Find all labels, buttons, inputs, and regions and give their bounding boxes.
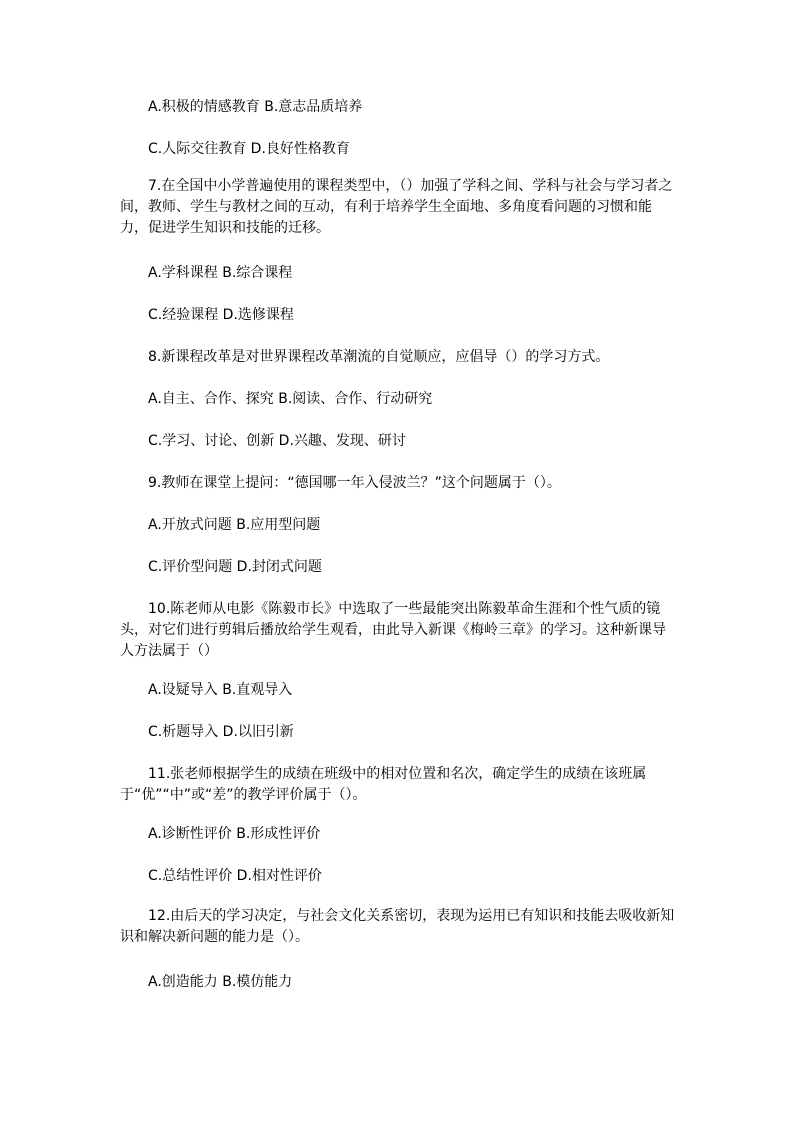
question-7: 7.在全国中小学普遍使用的课程类型中，（）加强了学科之间、学科与社会与学习者之间，教师、学生与教材之间的互动，有利于培养学生全面地、多角度看问题的习惯和能力，促进学生知识和技能的迁移。 <box>120 178 673 236</box>
option-line: C.学习、讨论、创新 D.兴趣、发现、研讨 <box>148 433 406 449</box>
question-9: 9.教师在课堂上提问：“德国哪一年入侵波兰？”这个问题属于（）。 <box>148 475 561 491</box>
question-11: 11.张老师根据学生的成绩在班级中的相对位置和名次，确定学生的成绩在该班属于“优”“中”或“差”的教学评价属于（）。 <box>120 766 647 803</box>
option-line: C.总结性评价 D.相对性评价 <box>148 868 322 884</box>
option-line: C.析题导入 D.以旧引新 <box>148 724 294 740</box>
option-line: A.设疑导入 B.直观导入 <box>148 682 293 698</box>
option-line: A.学科课程 B.综合课程 <box>148 265 293 281</box>
question-8: 8.新课程改革是对世界课程改革潮流的自觉顺应，应倡导（）的学习方式。 <box>148 349 610 365</box>
option-line: A.积极的情感教育 B.意志品质培养 <box>148 99 363 115</box>
option-line: A.自主、合作、探究 B.阅读、合作、行动研究 <box>148 391 433 407</box>
option-line: A.诊断性评价 B.形成性评价 <box>148 826 321 842</box>
option-line: C.经验课程 D.选修课程 <box>148 307 294 323</box>
option-line: A.开放式问题 B.应用型问题 <box>148 517 321 533</box>
option-line: C.评价型问题 D.封闭式问题 <box>148 559 322 575</box>
question-12: 12.由后天的学习决定，与社会文化关系密切，表现为运用已有知识和技能去吸收新知识和解决新问题的能力是（）。 <box>120 908 675 945</box>
option-line: C.人际交往教育 D.良好性格教育 <box>148 141 350 157</box>
option-line: A.创造能力 B.模仿能力 <box>148 974 293 990</box>
question-10: 10.陈老师从电影《陈毅市长》中选取了一些最能突出陈毅革命生涯和个性气质的镜头，对它们进行剪辑后播放给学生观看，由此导入新课《梅岭三章》的学习。这种新课导人方法属于（） <box>120 601 666 659</box>
